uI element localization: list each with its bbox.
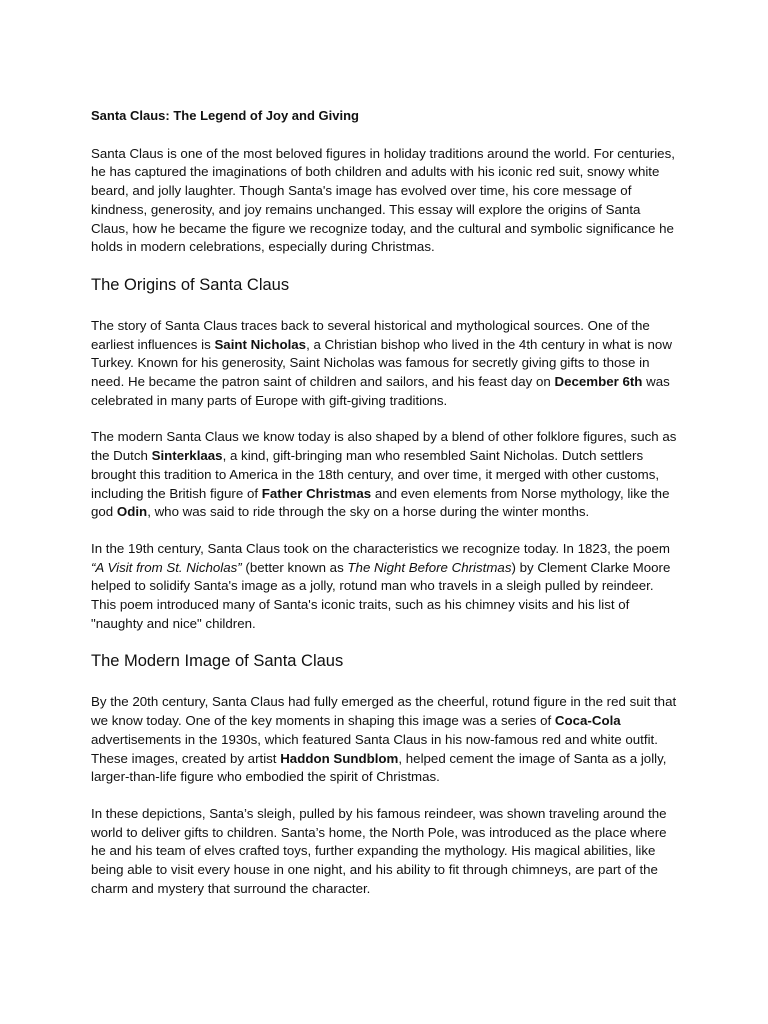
text-run: Santa Claus is one of the most beloved figures in holiday traditions around the world. For centuries, he has captured the imaginations of both children and adults with his iconic red suit, snowy white beard, and jolly laughter. Though Santa's image has evolved over time, his core message of kindness, generosity, and joy remains unchanged. This essay will explore the origins of Santa Claus, how he became the figure we recognize today, and the cultural and symbolic significance he holds in modern celebrations, especially during Christmas.	[91, 145, 675, 255]
text-run: The modern Santa Claus we know today is also shaped by a blend of other folklore figures, such as the Dutch	[91, 429, 677, 464]
text-run: ) by Clement Clarke Moore helped to solidify Santa's image as a jolly, rotund man who travels in a sleigh pulled by reindeer. This poem introduced many of Santa's iconic traits, such as his chimney visits and his list of "naughty and nice" children.	[91, 559, 671, 631]
bold-term: Sinterklaas	[151, 448, 223, 464]
bold-term: Odin	[116, 504, 148, 520]
text-run: (better known as	[241, 559, 348, 575]
section-heading-modern-image: The Modern Image of Santa Claus	[91, 652, 344, 671]
italic-title: The Night Before Christmas	[347, 559, 512, 575]
text-run: By the 20th century, Santa Claus had fully emerged as the cheerful, rotund figure in the red suit that we know today. One of the key moments in shaping this image was a series of	[91, 694, 677, 729]
modern-paragraph-1	[91, 693, 681, 787]
origins-paragraph-2	[91, 428, 681, 522]
bold-term: Haddon Sundblom	[280, 750, 399, 766]
bold-term: December 6th	[554, 374, 643, 390]
intro-paragraph	[91, 145, 681, 257]
origins-paragraph-3	[91, 540, 681, 634]
text-run: , a kind, gift-bringing man who resembled Saint Nicholas. Dutch settlers brought this tradition to America in the 18th century, and over time, it merged with other customs, including the British figure of	[91, 448, 660, 501]
text-run: , helped cement the image of Santa as a jolly, larger-than-life figure who embodied the spirit of Christmas.	[91, 750, 667, 785]
text-run: In the 19th century, Santa Claus took on the characteristics we recognize today. In 1823, the poem	[91, 540, 670, 556]
italic-title: “A Visit from St. Nicholas”	[91, 559, 242, 575]
bold-term: Father Christmas	[261, 485, 372, 501]
section-heading-origins: The Origins of Santa Claus	[91, 275, 290, 294]
text-run: , a Christian bishop who lived in the 4th century in what is now Turkey. Known for his generosity, Saint Nicholas was famous for secretly giving gifts to those in need. He became the patron saint of children and sailors, and his feast day on	[91, 336, 672, 390]
origins-paragraph-1	[91, 317, 681, 411]
document-title: Santa Claus: The Legend of Joy and Giving	[91, 108, 359, 123]
text-run: was celebrated in many parts of Europe with gift-giving traditions.	[91, 374, 670, 408]
text-run: In these depictions, Santa’s sleigh, pulled by his famous reindeer, was shown traveling around the world to deliver gifts to children. Santa’s home, the North Pole, was introduced as the place where he and his team of elves crafted toys, further expanding the mythology. His magical abilities, like being able to visit every house in one night, and his ability to fit through chimneys, are part of the charm and mystery that surround the character.	[91, 805, 667, 896]
text-run: advertisements in the 1930s, which featured Santa Claus in his now-famous red and white outfit. These images, created by artist	[91, 731, 658, 766]
bold-term: Saint Nicholas	[214, 336, 307, 352]
text-run: and even elements from Norse mythology, like the god	[91, 485, 670, 520]
modern-paragraph-2	[91, 805, 681, 899]
bold-term: Coca-Cola	[554, 713, 621, 729]
text-run: , who was said to ride through the sky on a horse during the winter months.	[147, 504, 590, 520]
document-page	[91, 107, 681, 917]
text-run: The story of Santa Claus traces back to several historical and mythological sources. One of the earliest influences is	[91, 317, 650, 352]
